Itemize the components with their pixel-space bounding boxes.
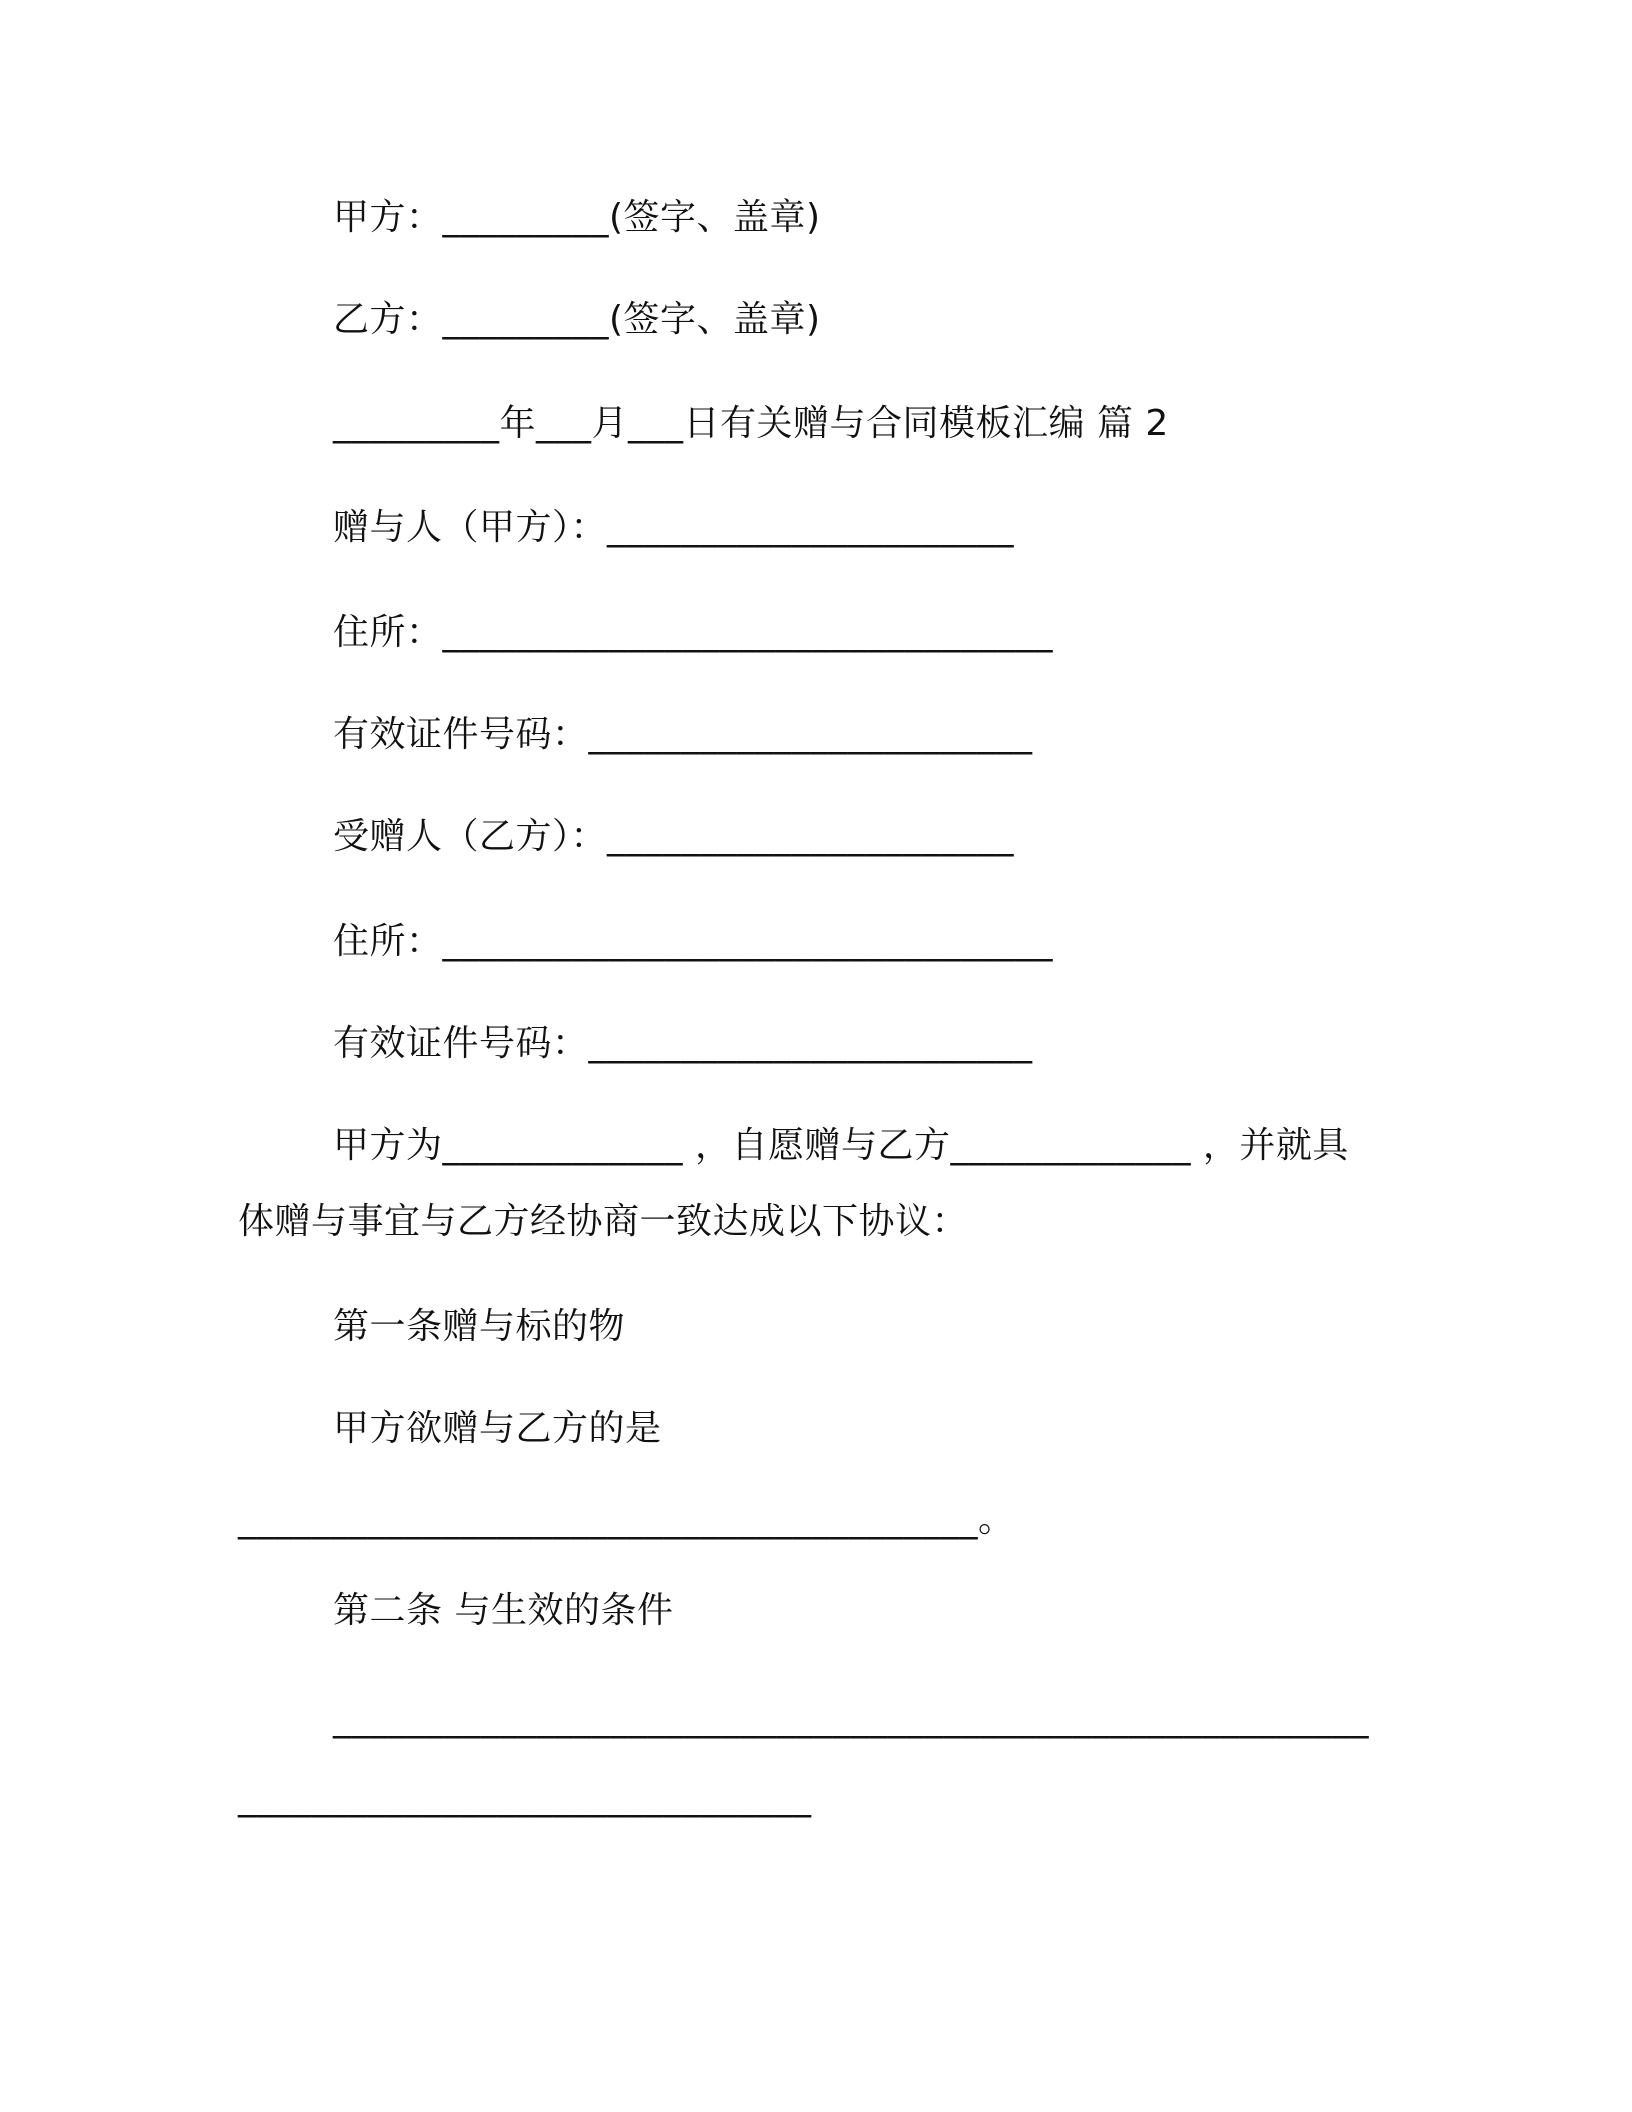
donor-name-field: 赠与人（甲方）：______________________ [333, 507, 1015, 548]
party-b-signature-line: 乙方：_________(签字、盖章) [333, 299, 821, 340]
article-2-heading: 第二条 与生效的条件 [333, 1590, 674, 1631]
party-a-signature-line: 甲方：_________(签字、盖章) [333, 197, 821, 238]
donee-name-field: 受赠人（乙方）：______________________ [333, 816, 1015, 857]
gift-object-blank: ________________________________________。 [238, 1499, 1015, 1540]
donee-id-number-field: 有效证件号码：________________________ [333, 1023, 1033, 1064]
article-1-heading: 第一条赠与标的物 [333, 1306, 626, 1347]
donor-address-field: 住所：_________________________________ [333, 612, 1054, 653]
date-and-title-line: _________年___月___日有关赠与合同模板汇编 篇 2 [333, 403, 1169, 444]
conditions-blank-line-1: ________________________________________________________ [333, 1698, 1369, 1739]
agreement-intro-line-1: 甲方为_____________ ，自愿赠与乙方_____________ ，并就具 [333, 1125, 1349, 1166]
conditions-blank-line-2: _______________________________ [238, 1777, 812, 1818]
donor-id-number-field: 有效证件号码：________________________ [333, 714, 1033, 755]
agreement-intro-line-2: 体赠与事宜与乙方经协商一致达成以下协议： [238, 1201, 969, 1242]
gift-object-text: 甲方欲赠与乙方的是 [333, 1408, 662, 1449]
donee-address-field: 住所：_________________________________ [333, 921, 1054, 962]
